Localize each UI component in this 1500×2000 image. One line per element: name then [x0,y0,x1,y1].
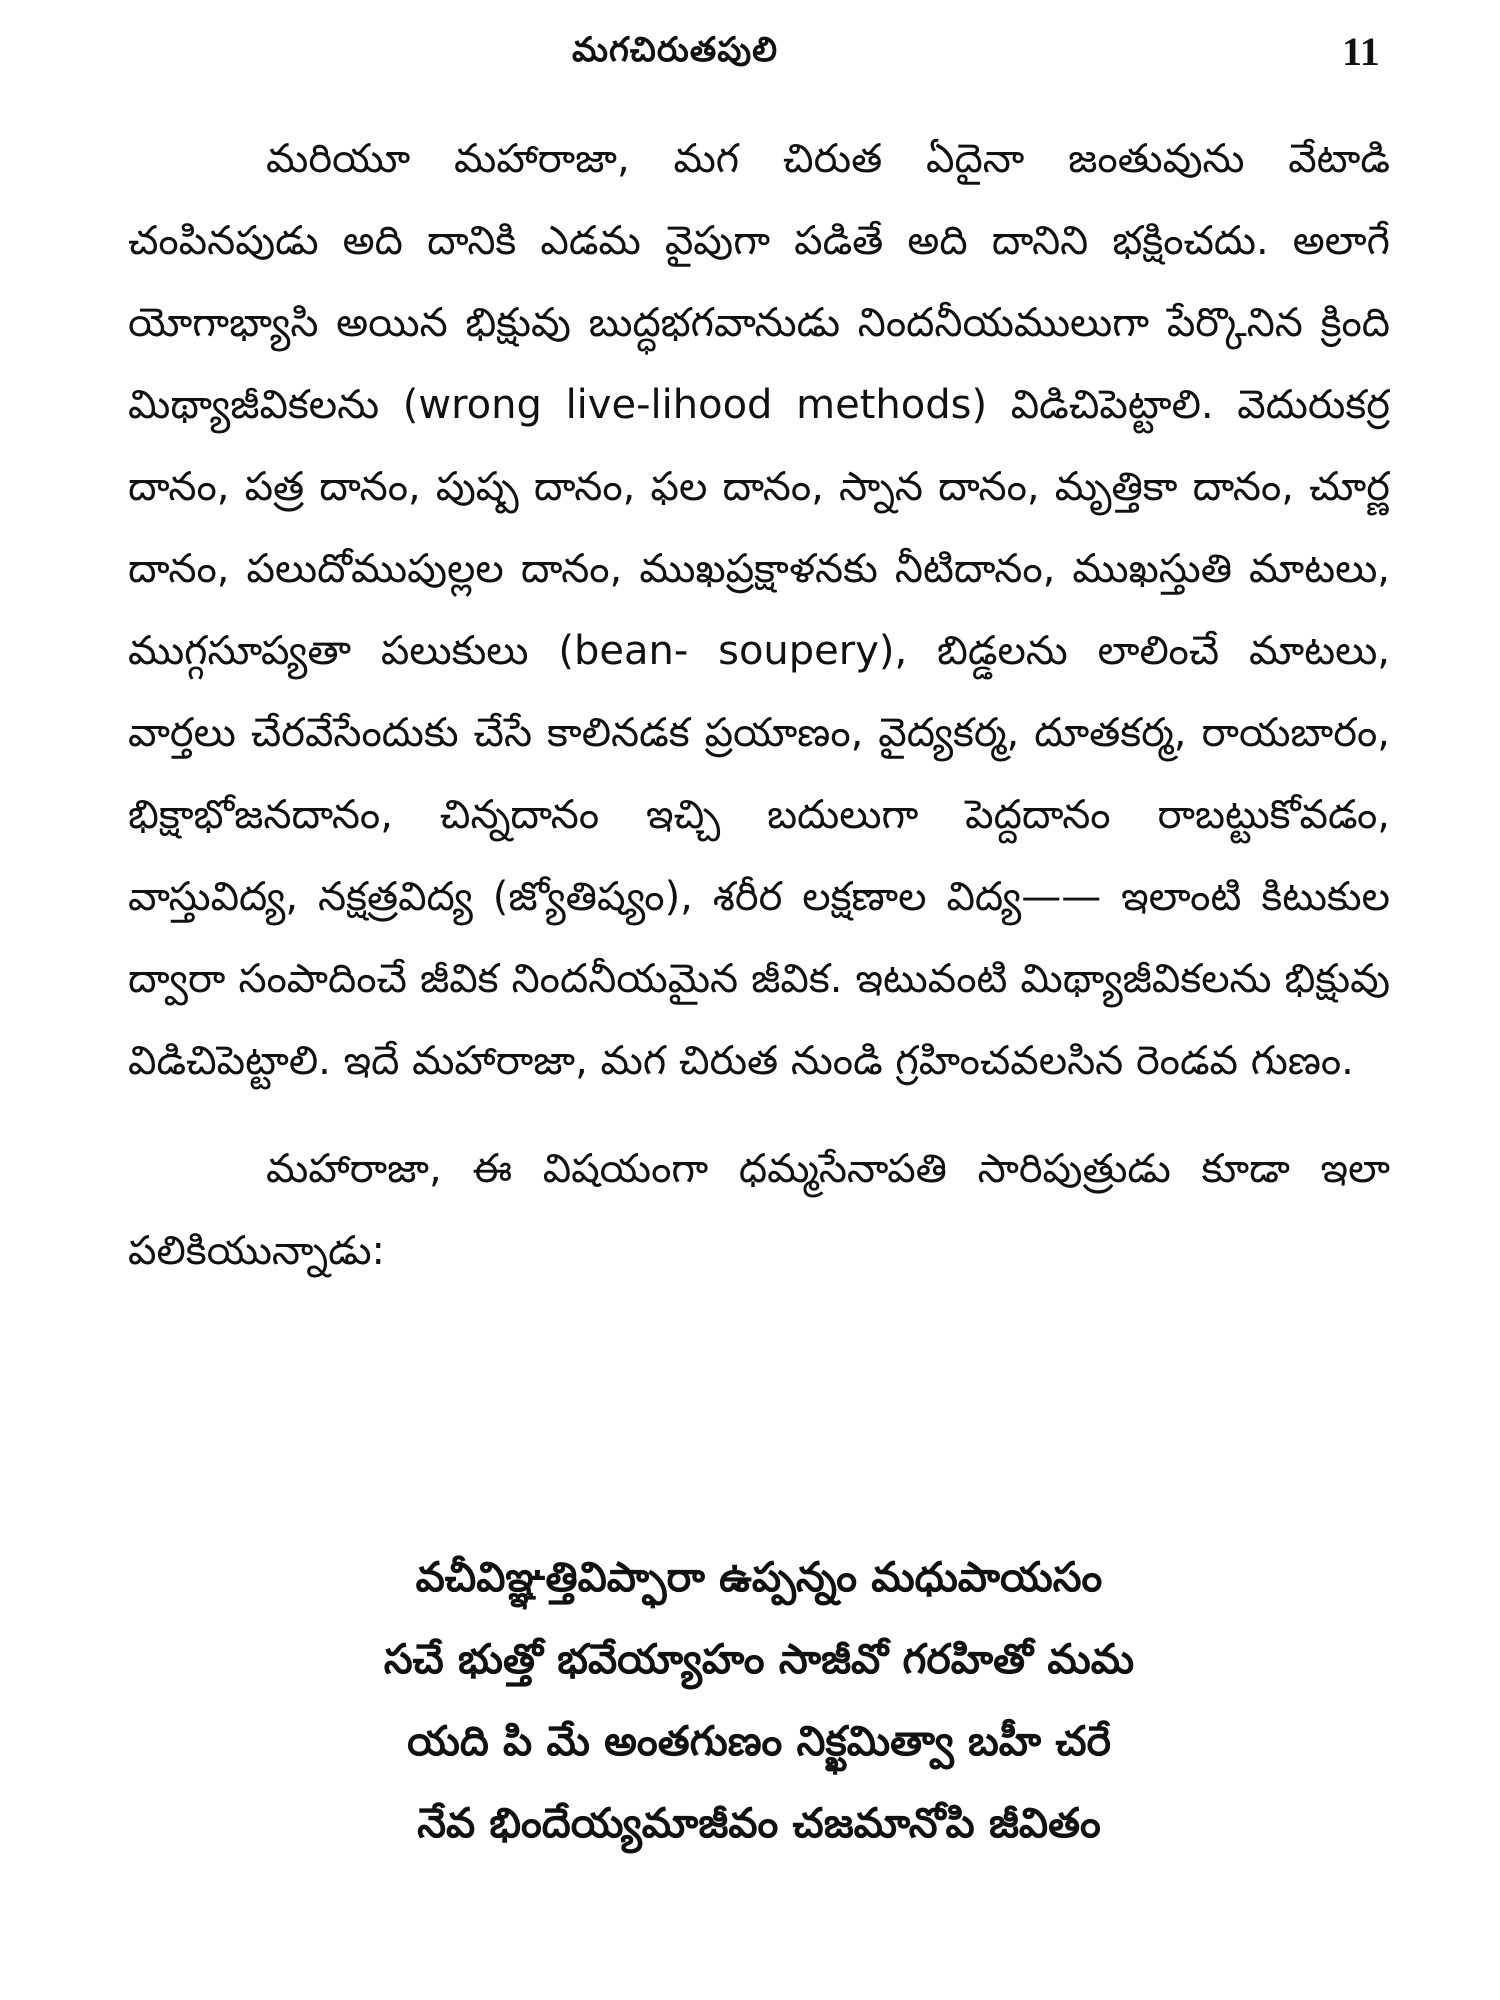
body-text [128,118,1390,1292]
verse-line-4: నేవ భిందేయ్యమాజీవం చజమానోపి జీవితం [417,1799,1101,1847]
paragraph-1: మరియూ మహారాజా, మగ చిరుత ఏదైనా జంతువును వేటాడి చంపినపుడు అది దానికి ఎడమ వైపుగా పడితే అది దానిని భక్షించదు. అలాగే యోగాభ్యాసి అయిన భిక్షువు బుద్ధభగవానుడు నిందనీయములుగా పేర్కొనిన క్రింది మిథ్యాజీవికలను (wrong live-lihood methods) విడిచిపెట్టాలి. వెదురుకర్ర దానం, పత్ర దానం, పుష్ప దానం, ఫల దానం, స్నాన దానం, మృత్తికా దానం, చూర్ణ దానం, పలుదోముపుల్లల దానం, ముఖప్రక్షాళనకు నీటిదానం, ముఖస్తుతి మాటలు, ముగ్గసూప్యతా పలుకులు (bean- soupery), బిడ్డలను లాలించే మాటలు, వార్తలు చేరవేసేందుకు చేసే కాలినడక ప్రయాణం, వైద్యకర్మ, దూతకర్మ, రాయబారం, భిక్షాభోజనదానం, చిన్నదానం ఇచ్చి బదులుగా పెద్దదానం రాబట్టుకోవడం, వాస్తువిద్య, నక్షత్రవిద్య (జ్యోతిష్యం), శరీర లక్షణాల విద్య—— ఇలాంటి కిటుకుల ద్వారా సంపాదించే జీవిక నిందనీయమైన జీవిక. ఇటువంటి మిథ్యాజీవికలను భిక్షువు విడిచిపెట్టాలి. ఇదే మహారాజా, మగ చిరుత నుండి గ్రహించవలసిన రెండవ గుణం. [128,136,1390,1084]
page-number: 11 [1342,29,1380,74]
paragraph-2: మహారాజా, ఈ విషయంగా ధమ్మసేనాపతి సారిపుత్రుడు కూడా ఇలా పలికియున్నాడు: [128,1146,1390,1274]
verse-line-1: వచీవిఞ్ఞత్తివిప్ఫారా ఉప్పన్నం మధుపాయసం [415,1553,1103,1601]
verse-line-3: యది పి మే అంతగుణం నిక్ఖమిత్వా బహీ చరే [407,1717,1111,1765]
running-title: మగచిరుతపులి [572,30,779,70]
verse-line-2: సచే భుత్తో భవేయ్యాహం సాజీవో గరహితో మమ [383,1635,1135,1683]
pali-verse [128,1536,1390,1864]
running-header [0,30,1500,90]
